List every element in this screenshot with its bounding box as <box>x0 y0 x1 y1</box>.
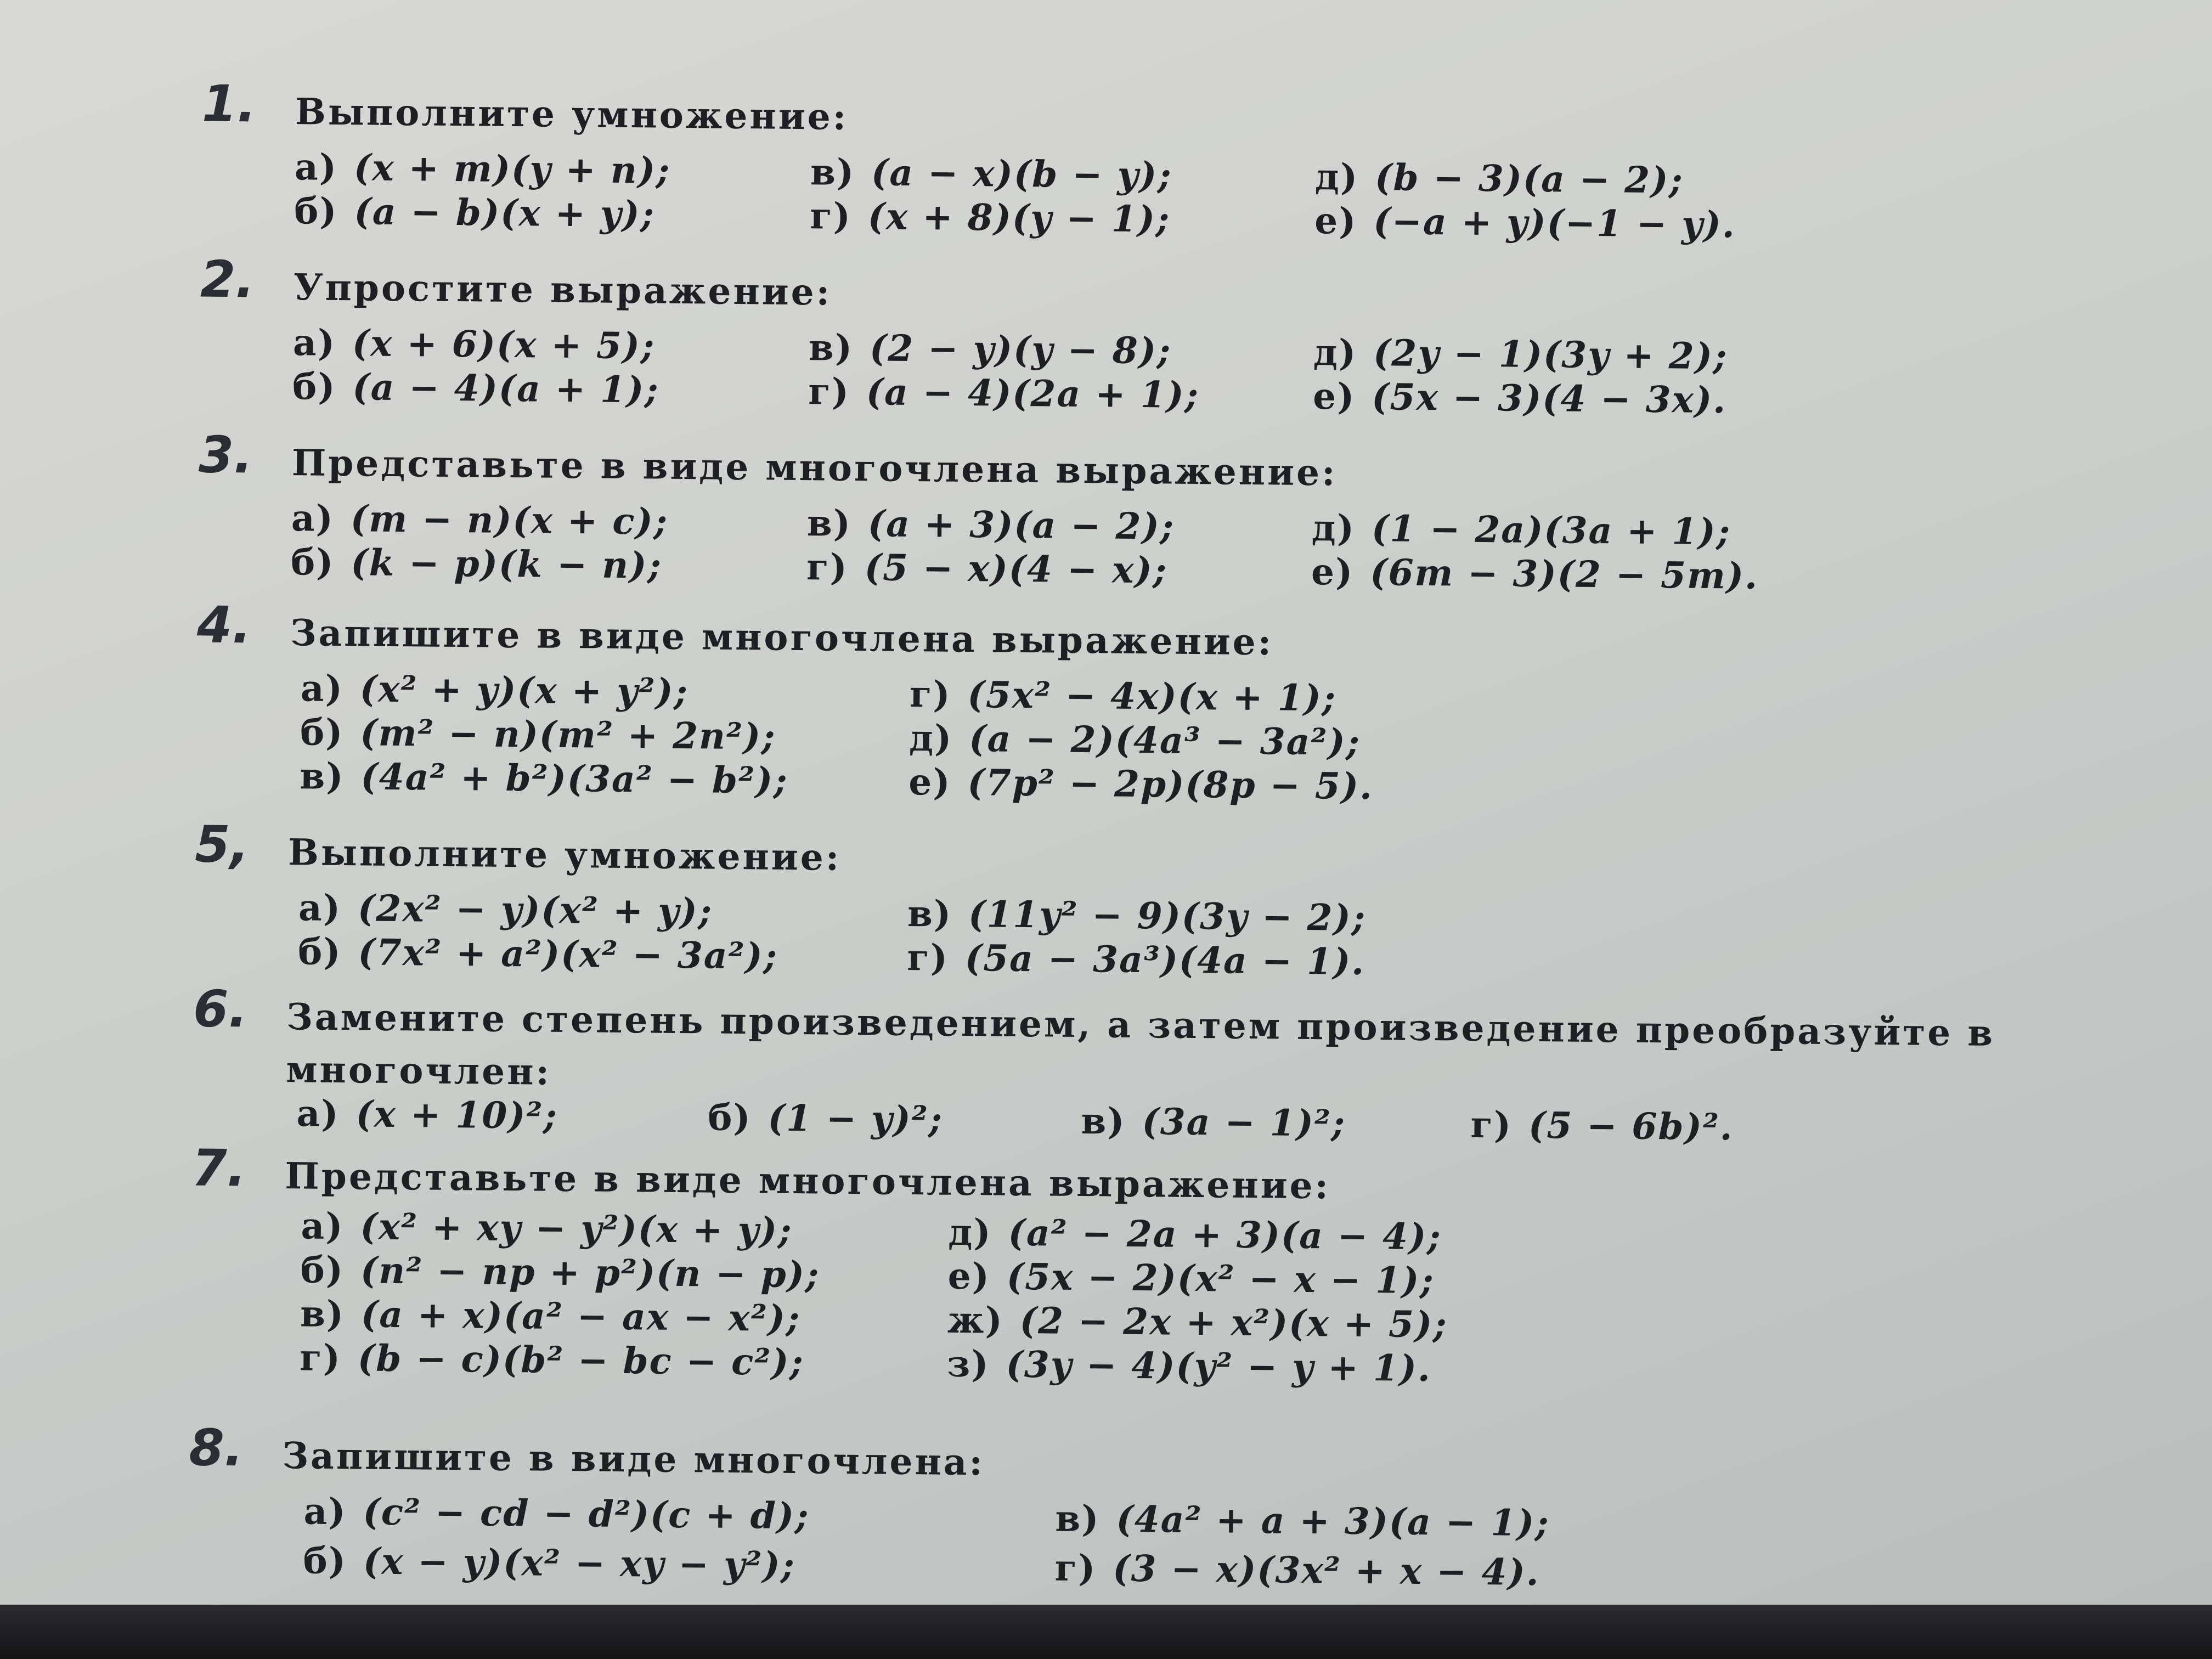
item-label: а) <box>303 1489 347 1533</box>
item-label: е) <box>909 760 951 804</box>
task-number: 3. <box>198 425 253 485</box>
exercise-item <box>907 892 1367 939</box>
item-expression: (n² − np + p²)(n − p); <box>360 1249 820 1296</box>
item-expression: (a − 2)(4a³ − 3a²); <box>969 717 1361 764</box>
exercise-item <box>295 145 671 192</box>
item-label: б) <box>708 1096 752 1139</box>
exercise-item <box>947 1255 1435 1302</box>
item-label: д) <box>1314 155 1359 199</box>
item-expression: (5x − 2)(x² − x − 1); <box>1006 1255 1435 1302</box>
item-expression: (3a − 1)²; <box>1142 1100 1346 1145</box>
item-label: в) <box>300 754 345 798</box>
exercise-item <box>1313 331 1728 377</box>
item-expression: (a + x)(a² − ax − x²); <box>360 1293 801 1340</box>
item-expression: (a − 4)(2a + 1); <box>866 370 1200 417</box>
item-expression: (5x − 3)(4 − 3x). <box>1372 375 1727 422</box>
item-label: б) <box>292 365 336 408</box>
exercise-item <box>708 1096 943 1141</box>
exercise-item <box>909 716 1361 764</box>
item-expression: (b − 3)(a − 2); <box>1374 156 1684 202</box>
exercise-item <box>806 545 1168 591</box>
exercise-item <box>298 886 713 933</box>
task-3 <box>0 425 2208 597</box>
item-label: в) <box>1081 1099 1126 1143</box>
item-label: в) <box>300 1292 345 1336</box>
task-heading: Запишите в виде многочлена: <box>282 1434 985 1484</box>
item-label: б) <box>290 540 335 584</box>
exercise-item <box>809 326 1172 372</box>
task-number: 8. <box>189 1418 244 1478</box>
item-label: г) <box>906 935 949 979</box>
item-expression: (a − 4)(a + 1); <box>352 365 660 411</box>
item-label: д) <box>1313 331 1357 374</box>
task-number: 1. <box>201 74 257 134</box>
item-expression: (3y − 4)(y² − y + 1). <box>1006 1342 1432 1390</box>
exercise-item <box>1313 375 1727 421</box>
exercise-item <box>948 1211 1442 1259</box>
task-5 <box>0 815 2204 983</box>
exercise-item <box>947 1299 1448 1346</box>
item-label: е) <box>1314 199 1357 242</box>
task-number: 2. <box>200 250 255 309</box>
exercise-item <box>810 194 1171 240</box>
exercise-item <box>303 1489 810 1537</box>
exercise-item <box>910 673 1337 719</box>
item-expression: (m² − n)(m² + 2n²); <box>360 711 776 758</box>
item-label: д) <box>909 716 953 760</box>
exercise-item <box>1054 1547 1540 1594</box>
item-label: е) <box>1312 375 1356 418</box>
item-label: а) <box>294 145 338 189</box>
item-expression: (x² + y)(x + y²); <box>359 667 689 714</box>
item-expression: (5 − x)(4 − x); <box>864 546 1168 592</box>
task-7 <box>0 1138 2201 1390</box>
exercise-item <box>298 930 778 977</box>
item-label: а) <box>292 321 336 364</box>
exercise-item <box>301 1204 793 1252</box>
item-expression: (x + 8)(y − 1); <box>867 195 1171 241</box>
item-expression: (5a − 3a³)(4a − 1). <box>964 936 1365 983</box>
item-expression: (3 − x)(3x² + x − 4). <box>1112 1547 1541 1594</box>
item-expression: (5 − 6b)². <box>1528 1103 1734 1149</box>
item-expression: (−a + y)(−1 − y). <box>1373 200 1736 246</box>
task-6 <box>0 979 2203 1149</box>
task-2 <box>0 250 2209 422</box>
item-expression: (k − p)(k − n); <box>351 541 663 587</box>
item-label: е) <box>1311 550 1354 594</box>
item-expression: (a² − 2a + 3)(a − 4); <box>1008 1211 1442 1259</box>
item-expression: (c² − cd − d²)(c + d); <box>363 1490 810 1538</box>
exercise-item <box>1312 506 1731 553</box>
exercise-item <box>300 1292 801 1340</box>
item-expression: (4a² + a + 3)(a − 1); <box>1116 1497 1550 1545</box>
exercise-item <box>300 1248 820 1296</box>
task-heading: Замените степень произведением, а затем произведение преобразуйте в многочлен: <box>285 995 1995 1093</box>
item-label: а) <box>291 496 335 540</box>
item-label: в) <box>806 501 852 545</box>
item-label: ж) <box>947 1298 1004 1342</box>
exercise-item <box>291 540 662 586</box>
exercise-item <box>291 496 669 543</box>
task-1 <box>0 74 2211 246</box>
item-expression: (2 − y)(y − 8); <box>869 326 1172 373</box>
item-label: в) <box>810 150 855 194</box>
item-expression: (x² + xy − y²)(x + y); <box>360 1205 793 1252</box>
item-expression: (4a² + b²)(3a² − b²); <box>360 755 788 802</box>
item-label: б) <box>300 1248 345 1292</box>
item-expression: (1 − 2a)(3a + 1); <box>1371 507 1731 554</box>
item-label: а) <box>300 667 344 710</box>
task-heading: Выполните умножение: <box>295 90 849 138</box>
exercise-item <box>294 189 655 235</box>
item-expression: (x + m)(y + n); <box>353 146 671 192</box>
item-expression: (x + 6)(x + 5); <box>352 321 656 368</box>
item-expression: (2y − 1)(3y + 2); <box>1373 331 1728 378</box>
item-expression: (5x² − 4x)(x + 1); <box>967 673 1337 720</box>
exercise-item <box>300 710 776 758</box>
exercise-item <box>303 1539 795 1587</box>
exercise-item <box>909 760 1373 808</box>
item-label: д) <box>1311 506 1356 550</box>
item-expression: (7p² − 2p)(8p − 5). <box>967 760 1374 808</box>
item-expression: (a + 3)(a − 2); <box>867 502 1175 548</box>
exercise-item <box>1311 550 1759 597</box>
exercise-item <box>808 370 1199 416</box>
item-label: г) <box>299 1336 342 1380</box>
item-expression: (7x² + a²)(x² − 3a²); <box>358 930 778 978</box>
item-label: а) <box>296 1092 340 1136</box>
task-4 <box>0 595 2206 808</box>
task-8 <box>0 1418 2198 1594</box>
item-expression: (x + 10)²; <box>356 1092 558 1137</box>
task-number: 5, <box>194 815 250 874</box>
item-label: а) <box>298 886 342 930</box>
task-number: 4. <box>196 595 252 655</box>
item-label: в) <box>1055 1497 1100 1541</box>
item-label: в) <box>907 891 952 935</box>
item-label: б) <box>303 1539 347 1583</box>
item-expression: (2x² − y)(x² + y); <box>357 887 713 933</box>
dark-table-edge <box>0 1605 2212 1659</box>
item-expression: (11y² − 9)(3y − 2); <box>968 893 1367 939</box>
item-expression: (a − x)(b − y); <box>871 151 1172 197</box>
task-heading: Представьте в виде многочлена выражение: <box>285 1154 1331 1207</box>
item-label: г) <box>1470 1103 1513 1147</box>
item-label: д) <box>948 1210 992 1254</box>
exercise-item <box>1055 1497 1550 1545</box>
task-heading: Представьте в виде многочлена выражение: <box>291 441 1338 494</box>
exercise-item <box>296 1092 558 1137</box>
item-label: е) <box>947 1254 991 1298</box>
exercise-item <box>810 150 1172 196</box>
item-label: г) <box>806 545 849 589</box>
task-heading: Упростите выражение: <box>293 266 832 314</box>
item-expression: (a − b)(x + y); <box>354 190 656 236</box>
item-label: в) <box>808 326 854 369</box>
exercise-item <box>301 667 689 713</box>
item-label: г) <box>808 370 850 413</box>
item-label: б) <box>300 710 344 754</box>
item-label: б) <box>298 930 342 974</box>
item-label: а) <box>301 1204 344 1248</box>
task-heading: Запишите в виде многочлена выражение: <box>290 611 1274 664</box>
item-expression: (6m − 3)(2 − 5m). <box>1369 551 1759 597</box>
task-heading: Выполните умножение: <box>287 831 842 879</box>
item-expression: (2 − 2x + x²)(x + 5); <box>1019 1299 1448 1346</box>
exercise-item <box>1081 1099 1346 1145</box>
item-label: г) <box>909 672 951 716</box>
item-label: г) <box>809 194 852 238</box>
item-expression: (b − c)(b² − bc − c²); <box>357 1336 805 1384</box>
exercise-item <box>907 936 1365 983</box>
exercise-item <box>947 1342 1431 1390</box>
item-label: г) <box>1054 1546 1097 1590</box>
item-expression: (x − y)(x² − xy − y²); <box>363 1539 796 1587</box>
item-expression: (1 − y)²; <box>768 1096 944 1141</box>
exercise-item <box>292 365 659 411</box>
task-number: 7. <box>191 1138 247 1198</box>
task-number: 6. <box>193 979 248 1039</box>
exercise-item <box>1314 199 1736 246</box>
exercise-item <box>807 501 1175 548</box>
exercise-item <box>1315 155 1684 201</box>
item-expression: (m − n)(x + c); <box>350 497 669 543</box>
exercise-item <box>1470 1103 1734 1149</box>
item-label: б) <box>294 189 338 233</box>
exercise-item <box>293 321 656 367</box>
exercise-item <box>300 754 788 802</box>
item-label: з) <box>946 1342 990 1386</box>
exercise-item <box>300 1336 804 1384</box>
